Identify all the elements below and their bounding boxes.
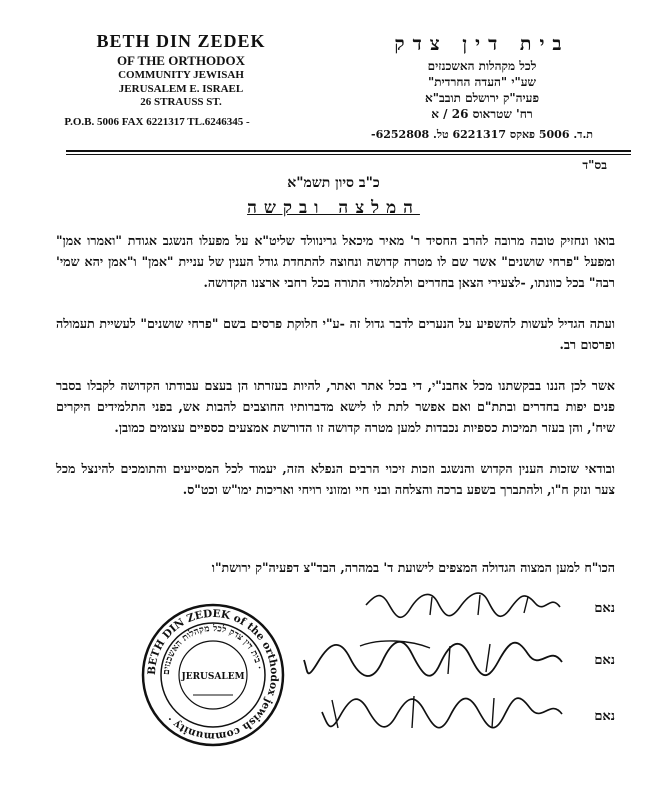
- paragraph: ועתה הגדיל לעשות להשפיע על הנערים לדבר גדול זה -ע"י חלוקת פרסים בשם "פרחי שושנים" לעשיית תעמולה ופרסום רב.: [56, 316, 615, 352]
- letterhead-en-line2: COMMUNITY JEWISAH: [118, 68, 244, 81]
- letterhead-he-line4: רח' שטראוס 26 / א: [431, 107, 533, 122]
- paragraph: אשר לכן הננו בבקשתנו מכל אחבנ"י, די בכל אתר ואתר, להיות בעזרתו הן בעצם עבודתו הקדושה לקבלו בסבר פנים יפות בחדרים ובתת"ם ואם אפשר לתת לו לישא מדברותיו החוצבים להבות אש, בפני התלמידים היקרים שיח', והן בעזר תמיכות כספיות נכבדות למען מטרה קדושה זו הדורשת אמצעים כספיים עצומים כמובן.: [56, 378, 615, 435]
- bsd-mark: בס"ד: [582, 158, 607, 172]
- handwritten-signature-1: [360, 585, 570, 625]
- stamp-outer-text: BETH DIN ZEDEK of the orthodox jewish community ·: [145, 607, 281, 743]
- letter-heading: המלצה ובקשה: [247, 198, 420, 218]
- letterhead-en-line1: OF THE ORTHODOX: [116, 52, 246, 68]
- letterhead-he-title: בית דין צדק: [394, 33, 570, 55]
- letterhead-english: [66, 30, 296, 130]
- letterhead-he-line2: שע"י "העדה החרדית": [427, 74, 537, 89]
- paragraph: ובודאי שזכות הענין הקדוש והנשגב וזכות זיכוי הרבים הנפלא הזה, יעמוד לכל המסייעים והתומכים להינצל מכל צער ונזק ח"ו, ולהתברך בשפע ברכה והצלחה ובני חיי ומזוני רויחי ואריכות ימו"ש וכט"ס.: [56, 461, 615, 497]
- handwritten-signature-2: [300, 632, 570, 687]
- paragraph: בואו ונחזיק טובה מרובה להרב החסיד ר' מאיר מיכאל גרינוולד שליט"א על מפעלו הנשגב אגודת "ואמרו אמן" ומפעל "פרחי שושנים" אשר שם לו מטרה קדושה ונחוצה להתחדת גודל הענין של עניית "אמן" ו"אמן יהא שמי' רבה" בכל כוונתו, -לצעירי הצאן בחדרים ולתלמודי התורה בכל רחבי ארצנו הקדושה.: [56, 233, 615, 290]
- handwritten-signature-3: [318, 688, 568, 738]
- letter-date: כ"ב סיון תשמ"א: [287, 175, 380, 191]
- letterhead-en-line3: JERUSALEM E. ISRAEL: [118, 82, 244, 95]
- signature-row-3: [579, 708, 615, 724]
- letterhead-rule: [66, 150, 631, 152]
- letterhead-en-contact: P.O.B. 5006 FAX 6221317 TL.6246345 -: [64, 116, 250, 128]
- signature-label: נאם: [594, 653, 615, 668]
- letterhead-rule-thin: [66, 154, 631, 155]
- court-stamp: [138, 600, 288, 750]
- letterhead-hebrew: [327, 32, 637, 143]
- letterhead-en-title: BETH DIN ZEDEK: [96, 31, 266, 51]
- stamp-inner-text: בית דין צדק לכל מקהלות האשכנזים ·: [161, 623, 264, 676]
- signature-row-1: [579, 600, 615, 616]
- letterhead-he-line1: לכל מקהלות האשכנזים: [427, 58, 537, 73]
- letter-closing: הכו"ח למען המצוה הגדולה המצפים לישועת ד' במהרה, הבד"צ דפעיה"ק ירושת"ו: [211, 560, 615, 575]
- stamp-center-text: JERUSALEM: [181, 672, 245, 682]
- letterhead-he-line3: פעיה"ק ירושלם תובב"א: [424, 91, 540, 106]
- signature-row-2: [579, 652, 615, 668]
- letterhead-en-line4: 26 STRAUSS ST.: [140, 96, 222, 109]
- letter-body: [56, 230, 615, 520]
- signature-label: נאם: [594, 601, 615, 616]
- letterhead-he-contact: ת.ד. 5006 פאקס 6221317 טל. 6252808-: [371, 128, 593, 142]
- signature-label: נאם: [594, 709, 615, 724]
